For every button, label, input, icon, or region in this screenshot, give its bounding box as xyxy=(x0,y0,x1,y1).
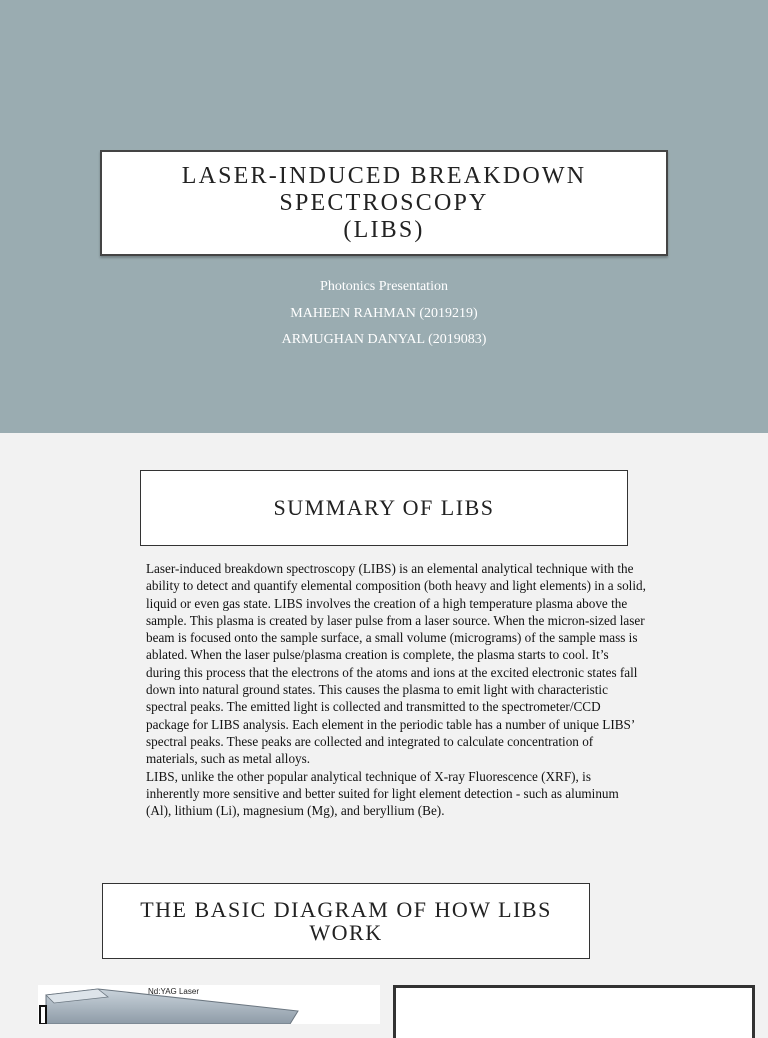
title-box xyxy=(100,150,668,256)
diagram-side-panel xyxy=(393,985,755,1038)
summary-heading-box xyxy=(140,470,628,546)
title-line-1: LASER-INDUCED BREAKDOWN xyxy=(181,162,587,189)
course-subtitle: Photonics Presentation xyxy=(320,279,448,294)
author-1: MAHEEN RAHMAN (2019219) xyxy=(290,306,478,321)
summary-paragraph-2: LIBS, unlike the other popular analytical technique of X-ray Fluorescence (XRF), is inherently more sensitive and better suited for light element detection - such as aluminum (Al), lithium (Li), magnesium (Mg), and beryllium (Be). xyxy=(146,768,619,819)
title-line-2: SPECTROSCOPY xyxy=(279,189,489,216)
diagram-heading-box xyxy=(102,883,590,959)
summary-body xyxy=(146,560,646,819)
diagram-heading-line-2: WORK xyxy=(309,920,383,945)
laser-diagram-illustration xyxy=(38,985,380,1024)
summary-heading: SUMMARY OF LIBS xyxy=(273,495,495,520)
summary-paragraph-1: Laser-induced breakdown spectroscopy (LIBS) is an elemental analytical technique with the ability to detect and quantify elemental composition (both heavy and light elements) in a solid, liquid or even gas state. LIBS involves the creation of a high temperature plasma above the sample. This plasma is created by laser pulse from a laser source. When the micron-sized laser beam is focused onto the sample surface, a small volume (micrograms) of the sample mass is ablated. When the laser pulse/plasma creation is complete, the plasma starts to cool. It’s during this process that the electrons of the atoms and ions at the excited electronic states fall down into natural ground states. This causes the plasma to emit light with characteristic spectral peaks. The emitted light is collected and transmitted to the spectrometer/CCD package for LIBS analysis. Each element in the periodic table has a number of unique LIBS’ spectral peaks. These peaks are collected and integrated to calculate concentration of materials, such as metal alloys. xyxy=(146,561,646,767)
author-2: ARMUGHAN DANYAL (2019083) xyxy=(281,332,487,347)
laser-label: Nd:YAG Laser xyxy=(148,987,199,996)
libs-diagram-image xyxy=(38,985,380,1024)
diagram-heading-line-1: THE BASIC DIAGRAM OF HOW LIBS xyxy=(140,897,552,922)
title-line-3: (LIBS) xyxy=(343,216,425,243)
mount-bracket xyxy=(40,1006,46,1024)
